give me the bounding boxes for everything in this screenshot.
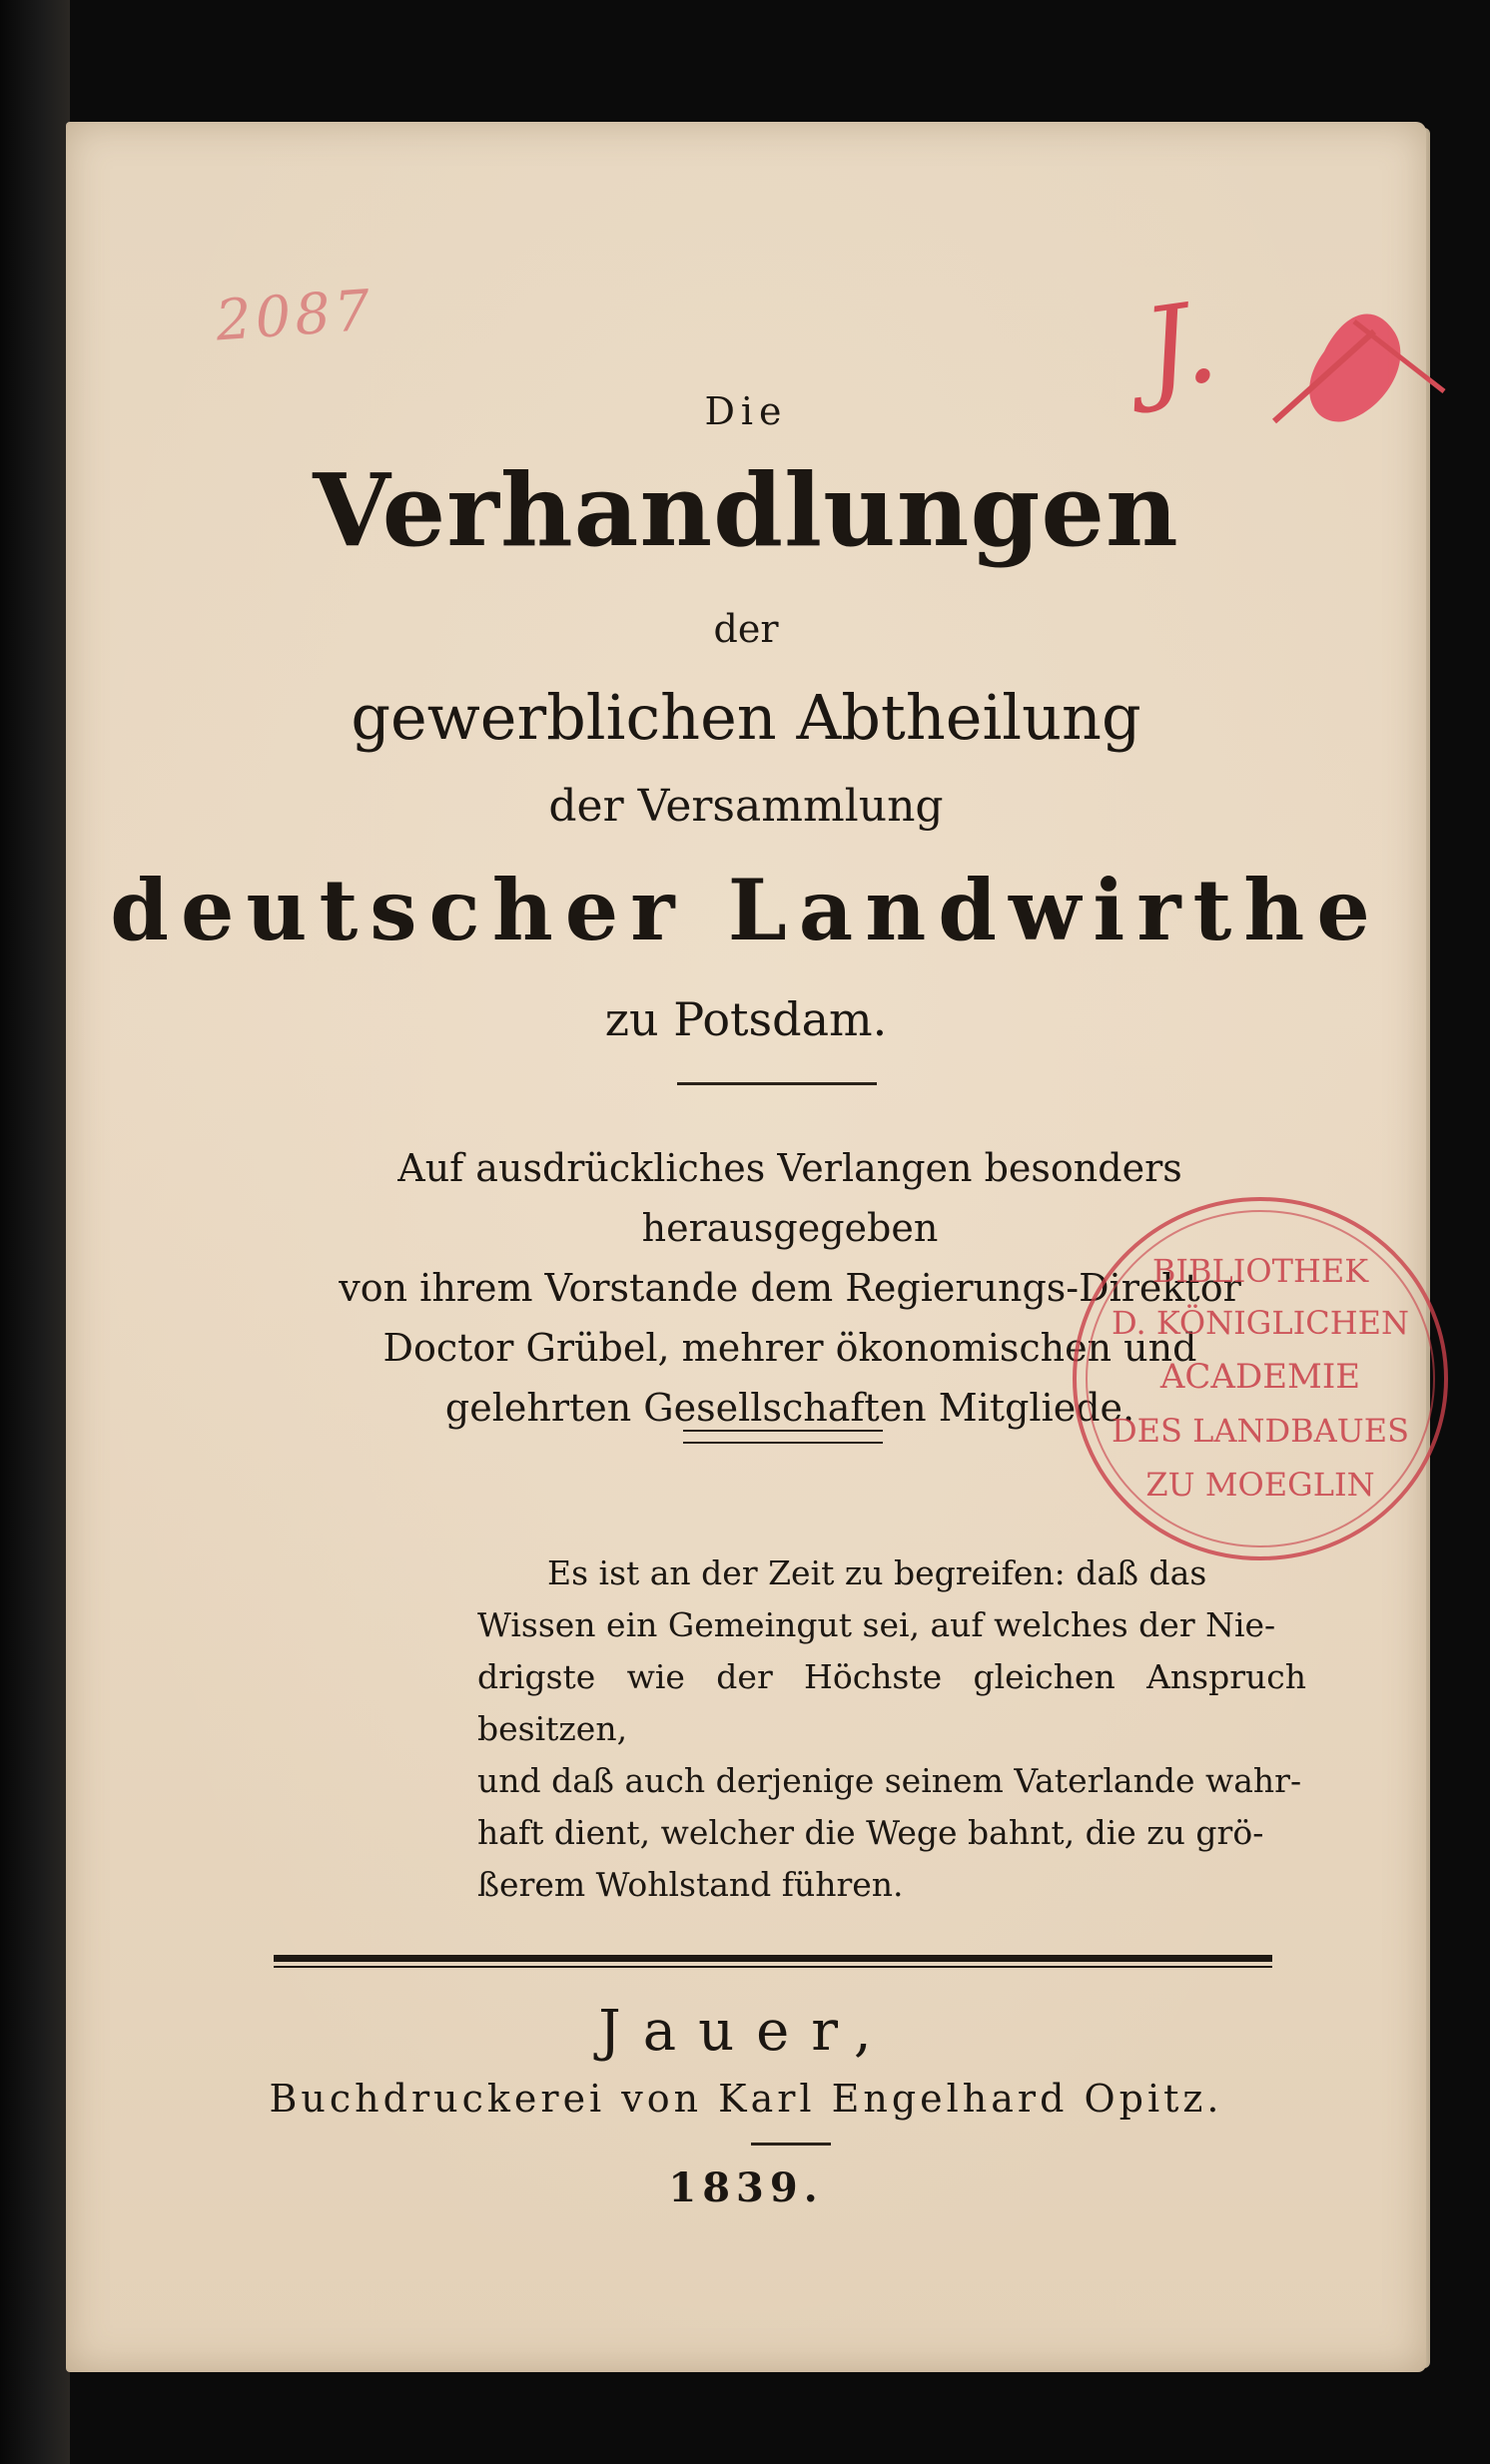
stamp-line: BIBLIOTHEK xyxy=(1151,1252,1369,1290)
thin-rule xyxy=(274,1966,1272,1968)
imprint-year: 1839. xyxy=(668,2164,824,2211)
stamp-line: D. KÖNIGLICHEN xyxy=(1112,1304,1409,1342)
short-rule xyxy=(751,2143,831,2146)
subtitle-line: Auf ausdrückliches Verlangen besonders herausgegeben xyxy=(397,1146,1182,1250)
handwritten-signature: J. xyxy=(1135,277,1225,416)
double-rule-bottom xyxy=(683,1442,883,1444)
motto-line: drigste wie der Höchste gleichen Anspruch besitzen, xyxy=(477,1657,1306,1748)
scan-background xyxy=(0,0,70,2464)
stamp-line: ZU MOEGLIN xyxy=(1145,1466,1375,1504)
title-main: Verhandlungen xyxy=(313,451,1179,569)
subtitle-line: von ihrem Vorstande dem Regierungs-Direktor xyxy=(339,1266,1241,1310)
motto-line: Wissen ein Gemeingut sei, auf welches der Nie- xyxy=(477,1605,1276,1644)
title-die: Die xyxy=(704,389,788,433)
double-rule-top xyxy=(683,1430,883,1432)
motto-line: haft dient, welcher die Wege bahnt, die zu grö- xyxy=(477,1813,1264,1852)
motto-paragraph xyxy=(477,1547,1306,1911)
library-stamp xyxy=(1065,1188,1456,1569)
divider-rule xyxy=(677,1082,877,1085)
stamp-line: DES LANDBAUES xyxy=(1112,1412,1409,1450)
imprint-city: Jauer, xyxy=(598,1999,894,2064)
title-line3: deutscher Landwirthe xyxy=(110,861,1382,959)
title-line2: der Versammlung xyxy=(548,781,944,832)
title-page xyxy=(66,122,1426,2372)
title-line1: gewerblichen Abtheilung xyxy=(351,681,1141,754)
subtitle-line: gelehrten Gesellschaften Mitgliede. xyxy=(444,1386,1135,1430)
stamp-line: ACADEMIE xyxy=(1159,1357,1361,1397)
title-der: der xyxy=(713,607,779,651)
subtitle-line: Doctor Grübel, mehrer ökonomischen und xyxy=(382,1326,1197,1370)
motto-line: ßerem Wohlstand führen. xyxy=(477,1865,904,1904)
motto-line: und daß auch derjenige seinem Vaterlande wahr- xyxy=(477,1761,1302,1800)
heavy-rule xyxy=(274,1955,1272,1962)
handwritten-shelf-number: 2087 xyxy=(213,278,376,354)
title-place: zu Potsdam. xyxy=(604,992,888,1046)
imprint-printer: Buchdruckerei von Karl Engelhard Opitz. xyxy=(269,2077,1223,2121)
motto-line: Es ist an der Zeit zu begreifen: daß das xyxy=(547,1553,1207,1592)
